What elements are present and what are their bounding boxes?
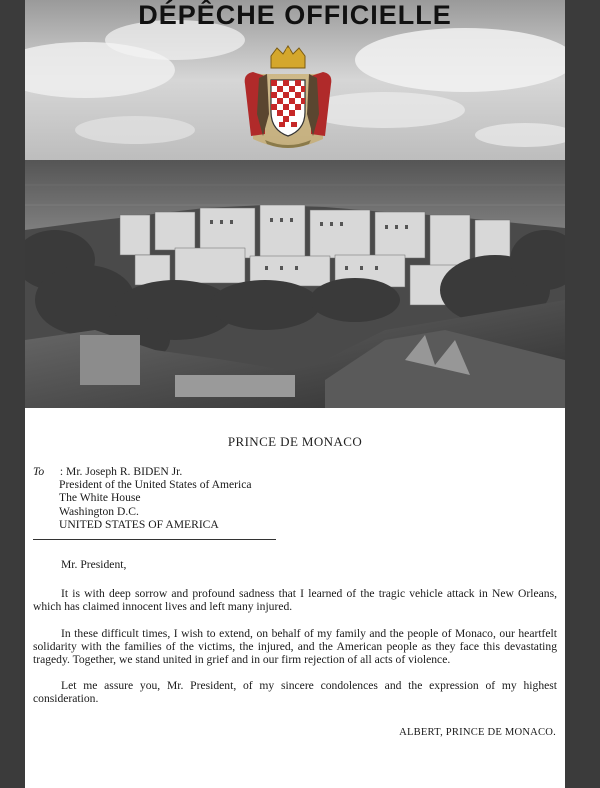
- body-paragraph: Let me assure you, Mr. President, of my sincere condolences and the expression of my highest consideration.: [33, 679, 557, 706]
- letterhead-title: PRINCE DE MONACO: [227, 434, 363, 449]
- address-line: President of the United States of America: [59, 478, 252, 492]
- address-line: UNITED STATES OF AMERICA: [59, 517, 219, 531]
- signature: ALBERT, PRINCE DE MONACO.: [399, 727, 556, 738]
- headline: DÉPÊCHE OFFICIELLE: [138, 0, 452, 30]
- address-line: Mr. Joseph R. BIDEN Jr.: [66, 465, 183, 478]
- to-label: To: [33, 465, 45, 478]
- divider: [33, 539, 276, 540]
- letter-page: [25, 0, 565, 788]
- body-paragraph: In these difficult times, I wish to extend, on behalf of my family and the people of Monaco, our heartfelt solidarity with the families of the victims, the injured, and the American people as they face this devastating tragedy. Together, we stand united in grief and in our firm rejection of all acts of violence.: [33, 626, 557, 667]
- letter-body: [33, 558, 557, 719]
- body-paragraph: It is with deep sorrow and profound sadness that I learned of the tragic vehicle attack in New Orleans, which has claimed innocent lives and left many injured.: [33, 587, 557, 614]
- address-line: Washington D.C.: [59, 504, 139, 518]
- monaco-coat-of-arms-icon: [243, 44, 333, 150]
- address-block: To : Mr. Joseph R. BIDEN Jr. President of the United States of America The White House Washington D.C. UNITED STATES OF AMERICA: [33, 465, 252, 531]
- address-line: The White House: [59, 491, 141, 505]
- salutation: Mr. President,: [61, 558, 127, 571]
